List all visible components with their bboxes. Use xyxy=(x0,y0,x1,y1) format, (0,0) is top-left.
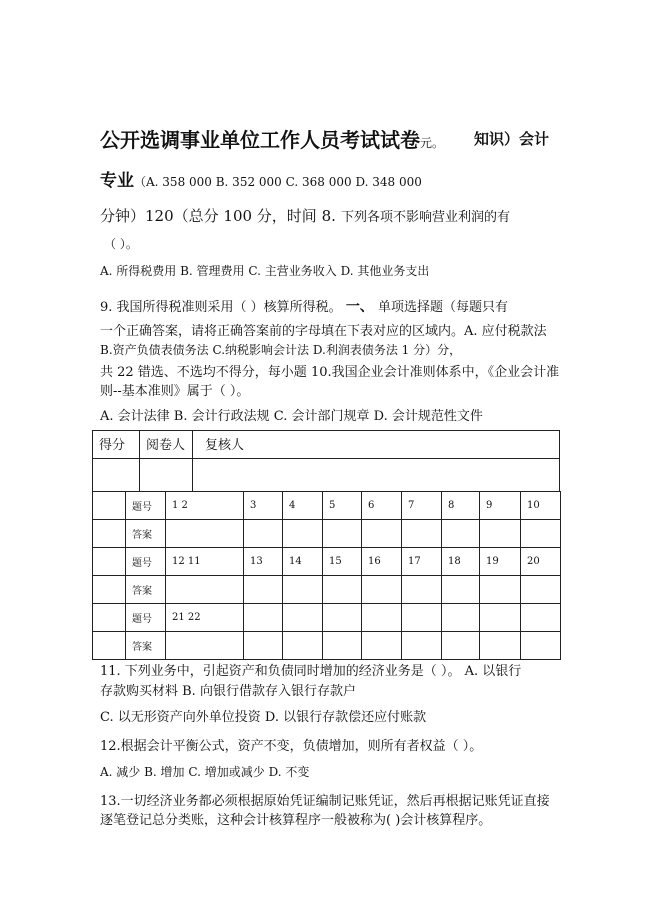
row-label: 答案 xyxy=(126,520,166,548)
q7-options: （A. 358 000 B. 352 000 C. 368 000 D. 348 000 xyxy=(134,175,422,189)
table-cell: 8 xyxy=(442,492,480,520)
table-cell[interactable] xyxy=(323,632,362,660)
q9-line5: 则--基本准则》属于（ ）。 xyxy=(100,384,250,399)
table-cell[interactable] xyxy=(244,576,283,604)
title-main: 公开选调事业单位工作人员考试试卷 xyxy=(100,128,420,152)
q13-line2: 逐笔登记总分类账，这种会计核算程序一般被称为( )会计核算程序。 xyxy=(100,813,492,828)
major-label: 专业 xyxy=(100,171,134,191)
q12-line1: 12.根据会计平衡公式，资产不变，负债增加，则所有者权益（ ）。 xyxy=(100,739,483,754)
table-cell: 13 xyxy=(244,548,283,576)
reviewer-label: 复核人 xyxy=(205,438,245,453)
table-cell: 5 xyxy=(323,492,362,520)
q11-line3: C. 以无形资产向外单位投资 D. 以银行存款偿还应付账款 xyxy=(100,710,427,725)
table-cell[interactable] xyxy=(442,520,480,548)
table-cell xyxy=(521,604,561,632)
row-label: 答案 xyxy=(126,576,166,604)
section-desc: 单项选择题（每题只有 xyxy=(377,300,508,315)
table-cell[interactable] xyxy=(166,576,244,604)
table-cell: 14 xyxy=(283,548,323,576)
row-spacer xyxy=(93,520,126,548)
row-spacer xyxy=(93,548,126,576)
row-label: 题号 xyxy=(126,604,166,632)
table-cell: 10 xyxy=(521,492,561,520)
table-cell: 18 xyxy=(442,548,480,576)
table-cell[interactable] xyxy=(283,576,323,604)
table-cell[interactable] xyxy=(362,632,402,660)
section-one: 一、 xyxy=(345,299,374,315)
table-row xyxy=(93,632,561,660)
table-cell: 21 22 xyxy=(166,604,244,632)
table-cell[interactable] xyxy=(480,520,521,548)
table-cell[interactable] xyxy=(521,632,561,660)
table-row xyxy=(93,520,561,548)
table-cell[interactable] xyxy=(402,632,442,660)
title-tail-small: 元。 xyxy=(420,136,445,150)
q9-line3: B.资产负债表债务法 C.纳税影响会计法 D.利润表债务法 1 分）分， xyxy=(100,343,462,357)
table-cell[interactable] xyxy=(521,576,561,604)
row-label: 题号 xyxy=(126,548,166,576)
table-cell xyxy=(283,604,323,632)
table-row xyxy=(93,576,561,604)
table-cell: 9 xyxy=(480,492,521,520)
table-cell xyxy=(323,604,362,632)
q9-line2: 一个正确答案，请将正确答案前的字母填在下表对应的区域内。A. 应付税款法 xyxy=(100,324,547,339)
q11-line2: 存款购买材料 B. 向银行借款存入银行存款户 xyxy=(100,684,356,699)
grader-label: 阅卷人 xyxy=(146,438,186,453)
q9-line1 xyxy=(100,296,508,316)
table-cell[interactable] xyxy=(166,520,244,548)
line-time xyxy=(100,205,510,226)
q9-stem: 9. 我国所得税准则采用（ ）核算所得税。 xyxy=(100,300,342,315)
table-cell: 12 11 xyxy=(166,548,244,576)
table-cell[interactable] xyxy=(244,520,283,548)
table-cell[interactable] xyxy=(402,520,442,548)
table-cell: 7 xyxy=(402,492,442,520)
table-cell[interactable] xyxy=(362,576,402,604)
q12-options: A. 减少 B. 增加 C. 增加或减少 D. 不变 xyxy=(100,765,310,779)
table-row xyxy=(93,492,561,520)
table-row xyxy=(93,604,561,632)
row-spacer xyxy=(93,576,126,604)
table-cell[interactable] xyxy=(480,632,521,660)
table-cell xyxy=(402,604,442,632)
table-cell[interactable] xyxy=(283,520,323,548)
time-text: 分钟）120（总分 100 分，时间 8. xyxy=(100,207,336,225)
table-cell: 3 xyxy=(244,492,283,520)
line-major xyxy=(100,166,422,191)
table-cell: 4 xyxy=(283,492,323,520)
table-cell xyxy=(244,604,283,632)
table-cell[interactable] xyxy=(480,576,521,604)
table-cell: 16 xyxy=(362,548,402,576)
table-cell: 20 xyxy=(521,548,561,576)
q13-line1: 13.一切经济业务都必须根据原始凭证编制记账凭证，然后再根据记账凭证直接 xyxy=(100,794,550,809)
page-title xyxy=(100,124,444,153)
score-label: 得分 xyxy=(99,438,126,453)
table-cell[interactable] xyxy=(442,576,480,604)
table-cell[interactable] xyxy=(283,632,323,660)
q9-line4: 共 22 错选、不选均不得分，每小题 10.我国企业会计准则体系中，《企业会计准 xyxy=(100,365,560,380)
table-row xyxy=(93,548,561,576)
table-cell[interactable] xyxy=(442,632,480,660)
row-label: 答案 xyxy=(126,632,166,660)
table-cell[interactable] xyxy=(244,632,283,660)
row-label: 题号 xyxy=(126,492,166,520)
table-cell[interactable] xyxy=(166,632,244,660)
q8-options: A. 所得税费用 B. 管理费用 C. 主营业务收入 D. 其他业务支出 xyxy=(100,264,430,278)
table-cell[interactable] xyxy=(521,520,561,548)
table-cell: 19 xyxy=(480,548,521,576)
table-cell[interactable] xyxy=(323,520,362,548)
row-spacer xyxy=(93,632,126,660)
table-cell xyxy=(480,604,521,632)
answer-table xyxy=(92,491,561,660)
q10-options: A. 会计法律 B. 会计行政法规 C. 会计部门规章 D. 会计规范性文件 xyxy=(100,409,483,424)
row-spacer xyxy=(93,604,126,632)
table-cell[interactable] xyxy=(323,576,362,604)
table-cell[interactable] xyxy=(362,520,402,548)
q11-line1: 11. 下列业务中，引起资产和负债同时增加的经济业务是（ ）。 A. 以银行 xyxy=(100,664,522,679)
table-cell: 17 xyxy=(402,548,442,576)
table-cell xyxy=(442,604,480,632)
table-cell[interactable] xyxy=(402,576,442,604)
q8-blank: （ ）。 xyxy=(104,237,138,251)
table-cell xyxy=(362,604,402,632)
table-cell: 15 xyxy=(323,548,362,576)
title-tail: 知识）会计 xyxy=(474,130,550,148)
table-cell: 1 2 xyxy=(166,492,244,520)
table-cell: 6 xyxy=(362,492,402,520)
row-spacer xyxy=(93,492,126,520)
q8-stem: 下列各项不影响营业利润的有 xyxy=(340,210,510,225)
score-header xyxy=(92,430,560,492)
